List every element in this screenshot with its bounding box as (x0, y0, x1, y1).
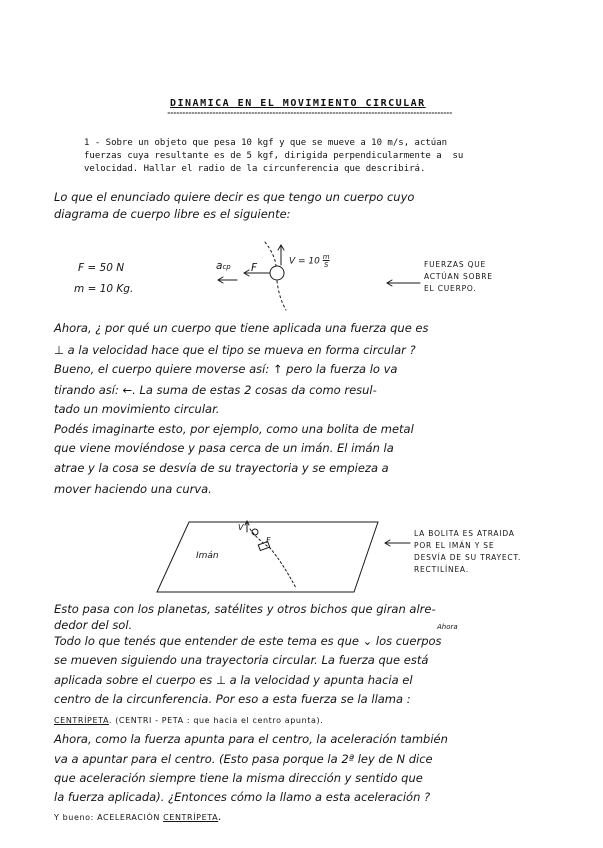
magnet (258, 541, 269, 550)
body-line: mover haciendo una curva. (54, 482, 212, 496)
force-value-label: F = 50 N (78, 262, 125, 274)
page-title: DINAMICA EN EL MOVIMIENTO CIRCULAR (170, 98, 426, 109)
conclusion-line: Y bueno: ACELERACIÓN CENTRÍPETA. (54, 809, 222, 823)
body-line: centro de la circunferencia. Por eso a esta fuerza se la llama : (54, 692, 411, 706)
centripeta-emphasis: CENTRÍPETA (163, 813, 219, 822)
body-line: va a apuntar para el centro. (Esto pasa porque la 2ª ley de N dice (54, 752, 433, 766)
body-line: Ahora, como la fuerza apunta para el centro, la aceleración también (54, 732, 448, 746)
body-line: la fuerza aplicada). ¿Entonces cómo la llamo a esta aceleración ? (54, 790, 431, 804)
body-line: Ahora, ¿ por qué un cuerpo que tiene aplicada una fuerza que es (54, 321, 429, 335)
iman-label: Imán (196, 551, 219, 561)
body-line: se mueven siguiendo una trayectoria circular. La fuerza que está (54, 653, 429, 667)
body-line: Bueno, el cuerpo quiere moverse así: ↑ pero la fuerza lo va (54, 362, 398, 376)
intro-line: Lo que el enunciado quiere decir es que tengo un cuerpo cuyo (54, 190, 415, 204)
problem-line: fuerzas cuya resultante es de 5 kgf, dirigida perpendicularmente a su (84, 151, 464, 161)
intro-line: diagrama de cuerpo libre es el siguiente: (54, 207, 291, 221)
force-f2-label: F (266, 536, 271, 545)
body-circle (270, 266, 284, 280)
velocity-v-label: V (238, 523, 244, 532)
table-plane (157, 522, 378, 592)
body-line: que viene moviéndose y pasa cerca de un imán. El imán la (54, 441, 394, 455)
body-line: atrae y la cosa se desvía de su trayectoria y se empieza a (54, 461, 389, 475)
body-line: Todo lo que tenés que entender de este tema es que ⌄ los cuerpos (54, 634, 442, 648)
body-line: tado un movimiento circular. (54, 402, 220, 416)
mass-value-label: m = 10 Kg. (74, 283, 134, 295)
body-line: Podés imaginarte esto, por ejemplo, como una bolita de metal (54, 422, 414, 436)
body-line: tirando así: ←. La suma de estas 2 cosas da como resul- (54, 383, 377, 397)
body-line: Esto pasa con los planetas, satélites y otros bichos que giran alre- (54, 602, 436, 616)
problem-line: velocidad. Hallar el radio de la circunferencia que describirá. (84, 164, 426, 174)
acp-label: acp (216, 260, 231, 272)
ball-note: LA BOLITA ES ATRAIDA POR EL IMÁN Y SE DESVÍA DE SU TRAYECT. RECTILÍNEA. (414, 529, 522, 574)
velocity-label: $V = 10 \frac{m}{S}$ (289, 253, 330, 269)
ball-trajectory (250, 529, 296, 588)
forces-note: FUERZAS QUE ACTÚAN SOBRE EL CUERPO. (424, 260, 493, 293)
problem-line: 1 - Sobre un objeto que pesa 10 kgf y que se mueve a 10 m/s, actúan (84, 138, 448, 148)
ball (252, 529, 258, 535)
body-line: que aceleración siempre tiene la misma dirección y sentido que (54, 771, 423, 785)
centripeta-term: CENTRÍPETA (54, 716, 109, 725)
centripeta-definition: . (CENTRI - PETA : que hacia el centro apunta). (108, 716, 324, 725)
body-line: dedor del sol. (54, 618, 133, 632)
body-line: aplicada sobre el cuerpo es ⊥ a la velocidad y apunta hacia el (54, 673, 413, 687)
inserted-word: Ahora (437, 623, 458, 631)
body-line: ⊥ a la velocidad hace que el tipo se mueva en forma circular ? (54, 343, 416, 357)
force-f-label: F (251, 262, 258, 274)
